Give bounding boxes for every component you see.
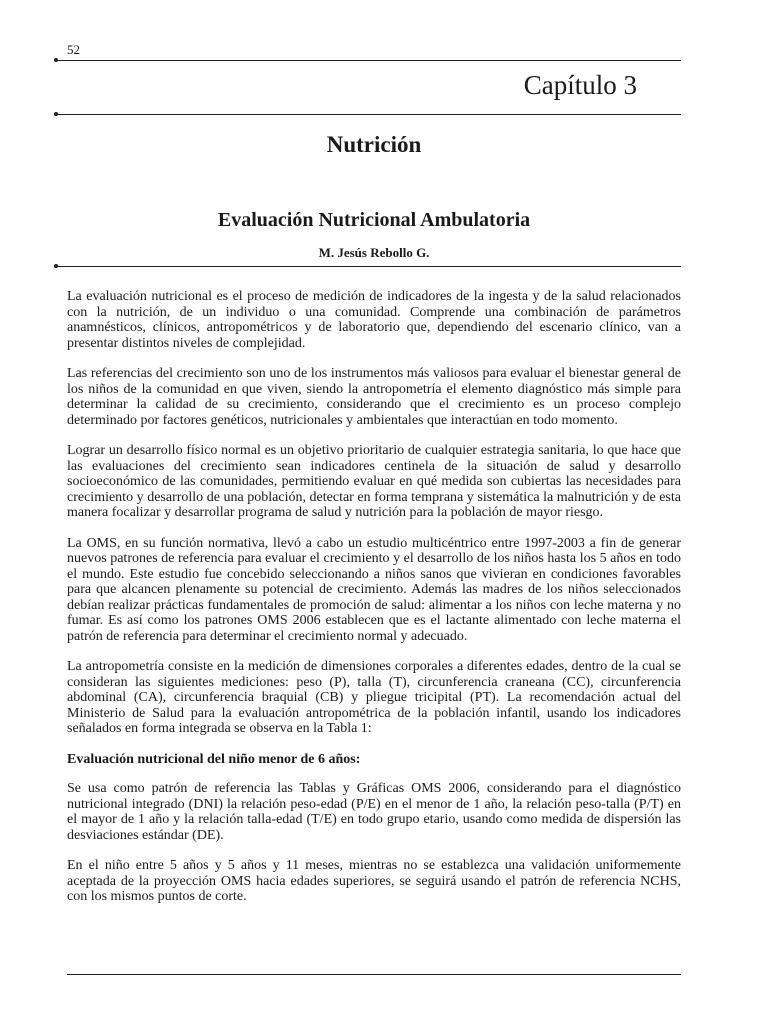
chapter-title: Capítulo 3 xyxy=(523,70,637,100)
article-title: Evaluación Nutricional Ambulatoria xyxy=(217,209,531,231)
article-body xyxy=(67,289,681,920)
paragraph: En el niño entre 5 años y 5 años y 11 meses, mientras no se establezca una validación uniformemente aceptada de la proyección OMS hacia edades superiores, se seguirá usando el patrón de referencia NCHS, con los mismos puntos de corte. xyxy=(67,858,681,904)
paragraph: Se usa como patrón de referencia las Tablas y Gráficas OMS 2006, considerando para el diagnóstico nutricional integrado (DNI) la relación peso-edad (P/E) en el menor de 1 año, la relación peso-talla (P/T) en el mayor de 1 año y la relación talla-edad (T/E) en todo grupo etario, usando como medida de dispersión las desviaciones estándar (DE). xyxy=(67,781,681,843)
page-number: 52 xyxy=(67,42,80,57)
paragraph: La evaluación nutricional es el proceso de medición de indicadores de la ingesta y de la salud relacionados con la nutrición, de un individuo o una comunidad. Comprende una combinación de parámetros anamnésticos, clínicos, antropométricos y de laboratorio que, dependiendo del escenario clínico, van a presentar distintos niveles de complejidad. xyxy=(67,289,681,351)
paragraph: Lograr un desarrollo físico normal es un objetivo prioritario de cualquier estrategia sanitaria, lo que hace que las evaluaciones del crecimiento sean indicadores centinela de la situación de salud y desarrollo socioeconómico de las comunidades, permitiendo evaluar en qué medida son cubiertas las necesidades para crecimiento y desarrollo de una población, detectar en forma temprana y sistemática la malnutrición y de esta manera focalizar y desarrollar programa de salud y nutrición para la población de mayor riesgo. xyxy=(67,443,681,520)
paragraph: La OMS, en su función normativa, llevó a cabo un estudio multicéntrico entre 1997-2003 a fin de generar nuevos patrones de referencia para evaluar el crecimiento y el desarrollo de los niños hasta los 5 años en todo el mundo. Este estudio fue concebido seleccionando a niños sanos que vivieran en condiciones favorables para que alcancen plenamente su potencial de crecimiento. Además las madres de los niños seleccionados debían realizar prácticas fundamentales de promoción de salud: alimentar a los niños con leche materna y no fumar. Es así como los patrones OMS 2006 establecen que es el lactante alimentado con leche materna el patrón de referencia para determinar el crecimiento normal y adecuado. xyxy=(67,535,681,644)
section-title: Nutrición xyxy=(326,132,422,157)
author: M. Jesús Rebollo G. xyxy=(318,245,430,260)
title-rule xyxy=(57,266,681,267)
footer-rule xyxy=(67,974,681,975)
header-rule xyxy=(57,60,681,61)
subheading: Evaluación nutricional del niño menor de 6 años: xyxy=(67,751,361,767)
chapter-rule xyxy=(57,114,681,115)
paragraph: Las referencias del crecimiento son uno de los instrumentos más valiosos para evaluar el bienestar general de los niños de la comunidad en que viven, siendo la antropometría el elemento diagnóstico más simple para determinar la calidad de su crecimiento, considerando que el crecimiento es un proceso complejo determinado por factores genéticos, nutricionales y ambientales que interactúan en todo momento. xyxy=(67,366,681,428)
paragraph: La antropometría consiste en la medición de dimensiones corporales a diferentes edades, dentro de la cual se consideran las siguientes mediciones: peso (P), talla (T), circunferencia craneana (CC), circunferencia abdominal (CA), circunferencia braquial (CB) y pliegue tricipital (PT). La recomendación actual del Ministerio de Salud para la evaluación antropométrica de la población infantil, usando los indicadores señalados en forma integrada se observa en la Tabla 1: xyxy=(67,659,681,736)
